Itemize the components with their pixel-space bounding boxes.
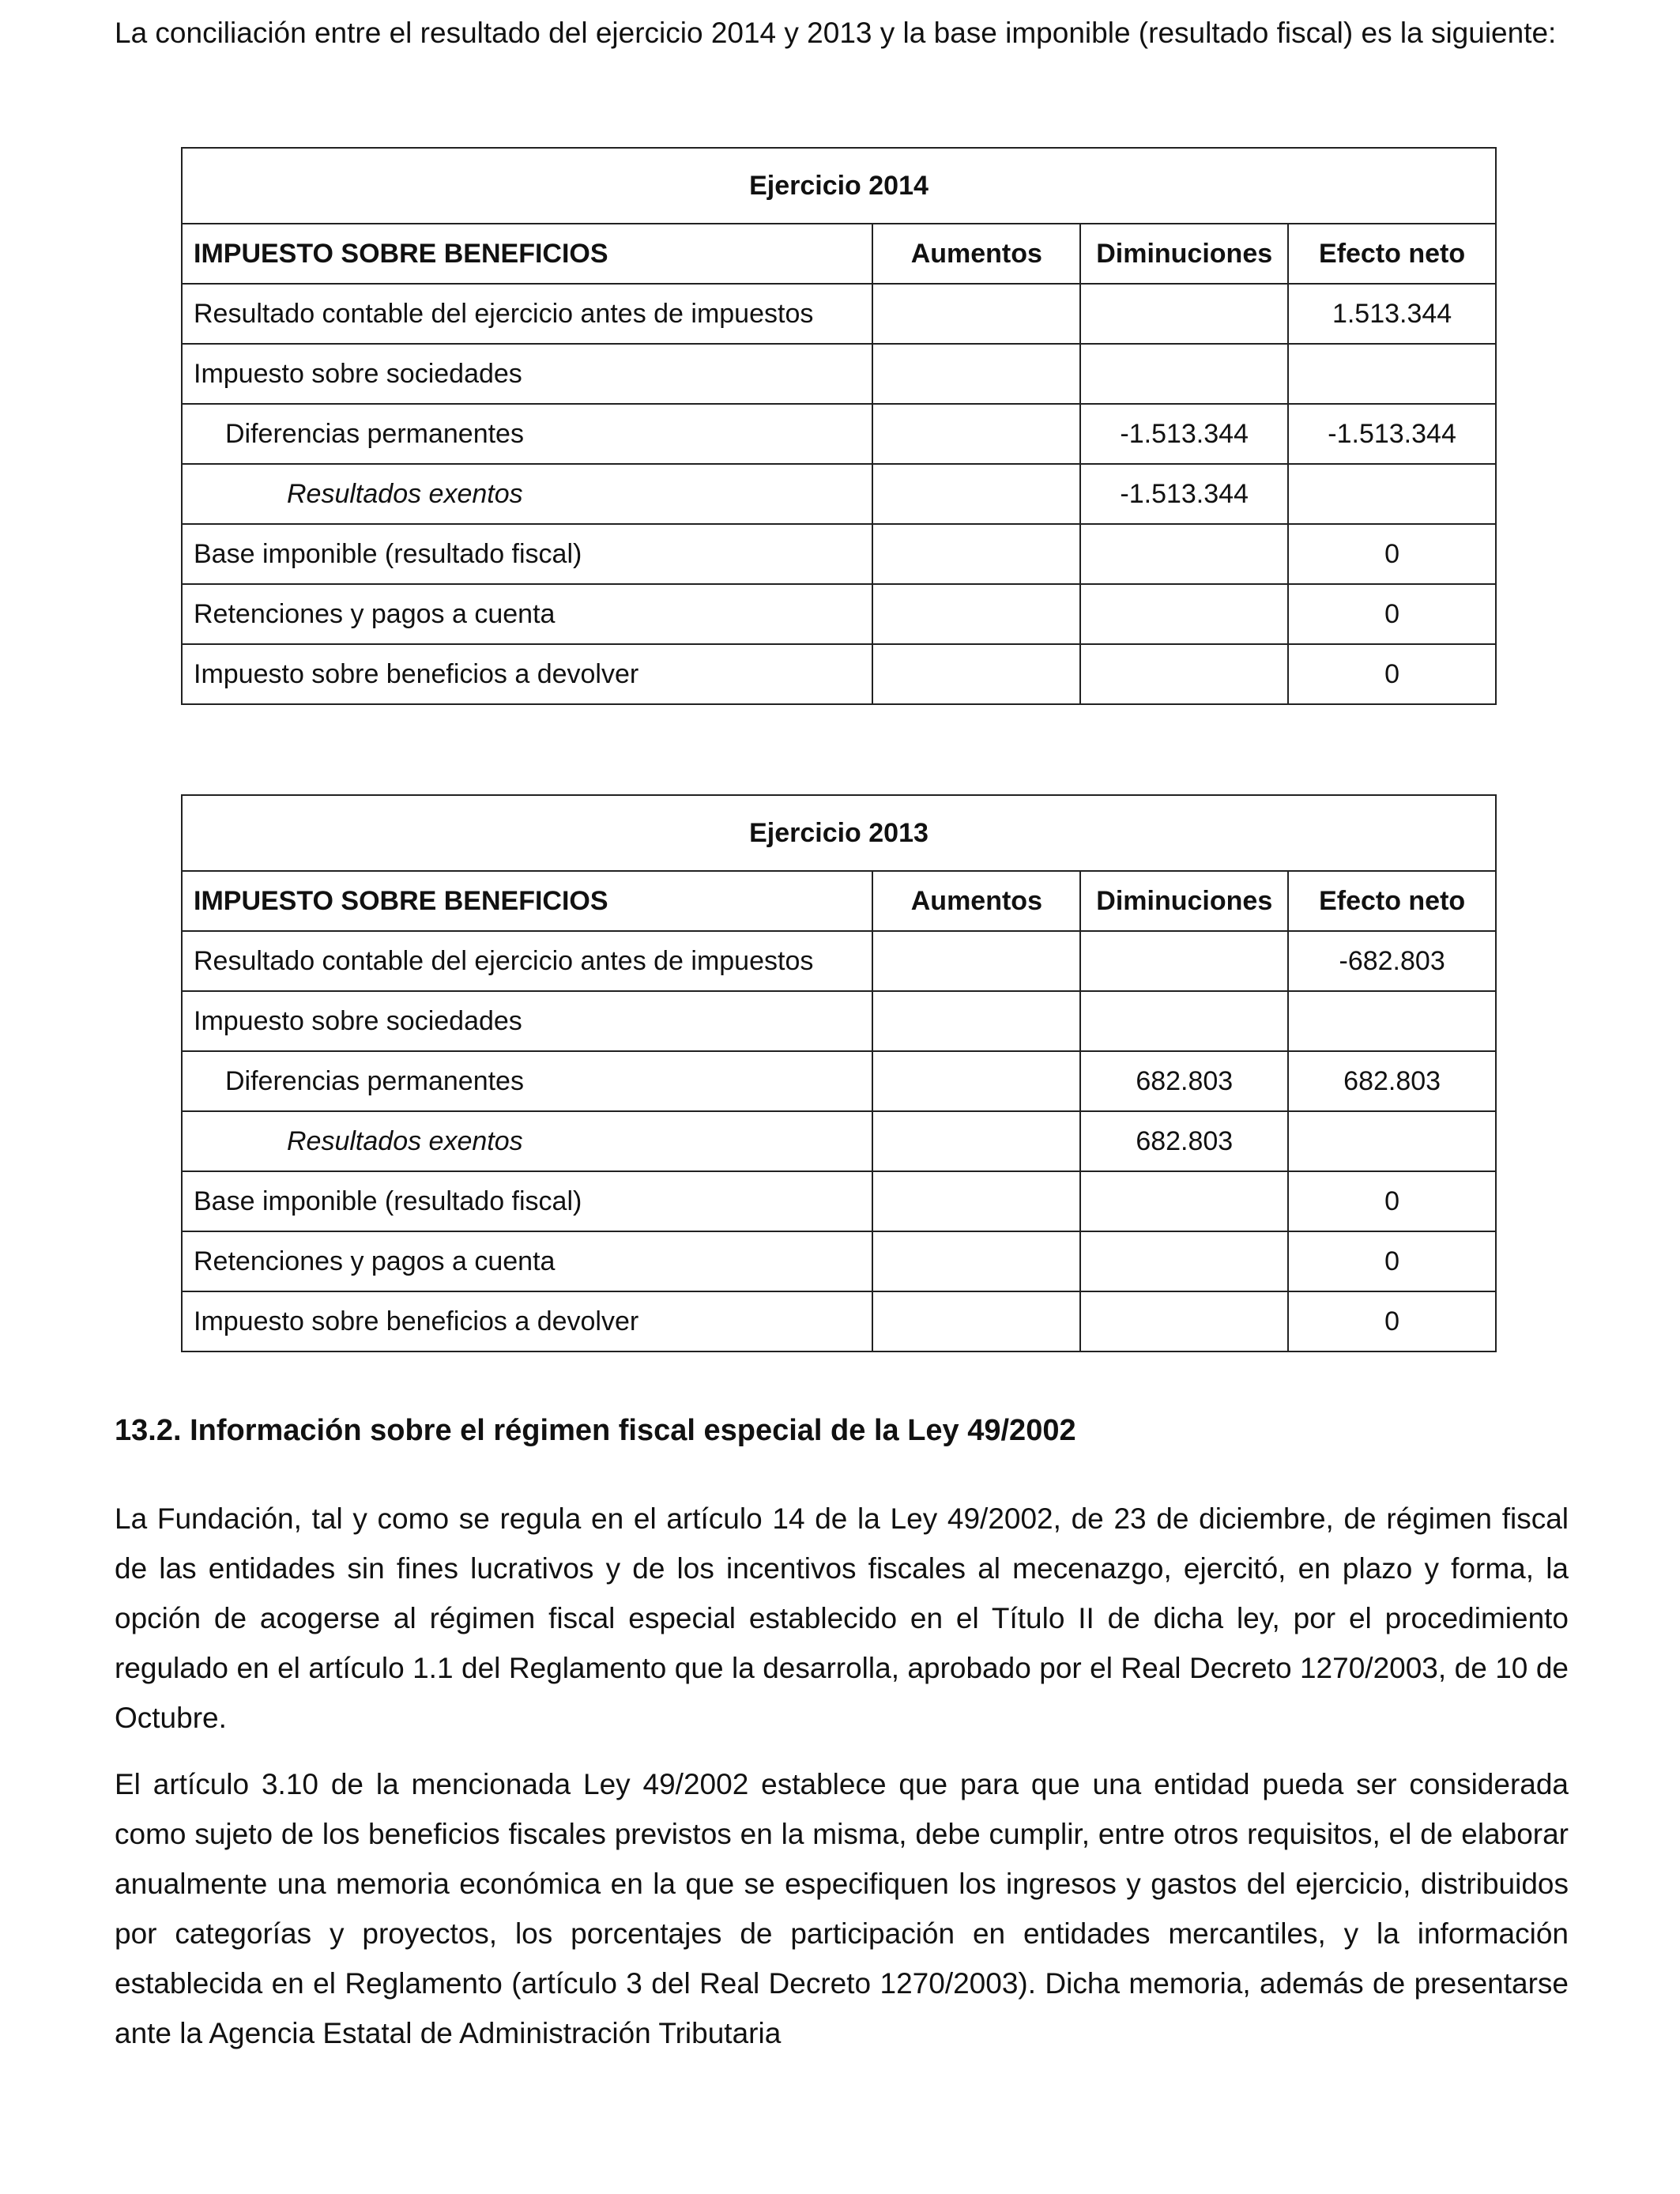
table-row: [182, 1171, 1496, 1231]
section-paragraph-2-block: [115, 1759, 1569, 2058]
cell-aumentos: [872, 931, 1080, 991]
table-row: [182, 1111, 1496, 1171]
cell-diminuciones: [1080, 1291, 1288, 1351]
table-row: [182, 991, 1496, 1051]
table-row: [182, 464, 1496, 524]
cell-diminuciones: 682.803: [1080, 1051, 1288, 1111]
cell-efecto: [1288, 991, 1496, 1051]
table-row: [182, 931, 1496, 991]
cell-aumentos: [872, 524, 1080, 584]
cell-diminuciones: [1080, 1231, 1288, 1291]
cell-diminuciones: [1080, 1171, 1288, 1231]
cell-aumentos: [872, 1051, 1080, 1111]
cell-efecto: 1.513.344: [1288, 284, 1496, 344]
cell-efecto: 0: [1288, 1171, 1496, 1231]
row-label: Base imponible (resultado fiscal): [182, 524, 872, 584]
cell-efecto: 0: [1288, 1291, 1496, 1351]
cell-efecto: [1288, 344, 1496, 404]
cell-efecto: 682.803: [1288, 1051, 1496, 1111]
row-label: Resultados exentos: [182, 1111, 872, 1171]
table-row: [182, 344, 1496, 404]
cell-efecto: [1288, 464, 1496, 524]
table-row: [182, 404, 1496, 464]
row-label: Resultado contable del ejercicio antes de impuestos: [182, 931, 872, 991]
header-concept: IMPUESTO SOBRE BENEFICIOS: [182, 871, 872, 931]
cell-efecto: 0: [1288, 584, 1496, 644]
table-header-row: [182, 224, 1496, 284]
table-row: [182, 1051, 1496, 1111]
intro-paragraph: La conciliación entre el resultado del ejercicio 2014 y 2013 y la base imponible (resultado fiscal) es la siguiente:: [115, 17, 1557, 49]
table-row: [182, 644, 1496, 704]
table-ejercicio-2014: [181, 147, 1497, 705]
cell-efecto: 0: [1288, 644, 1496, 704]
cell-aumentos: [872, 1171, 1080, 1231]
table-title: Ejercicio 2013: [182, 795, 1496, 871]
row-label: Diferencias permanentes: [182, 404, 872, 464]
cell-aumentos: [872, 1111, 1080, 1171]
row-label: Resultados exentos: [182, 464, 872, 524]
row-label: Impuesto sobre beneficios a devolver: [182, 1291, 872, 1351]
cell-diminuciones: [1080, 524, 1288, 584]
table-row: [182, 1231, 1496, 1291]
cell-aumentos: [872, 644, 1080, 704]
section-paragraph-1-block: [115, 1494, 1569, 1743]
row-label: Base imponible (resultado fiscal): [182, 1171, 872, 1231]
header-efecto-neto: Efecto neto: [1288, 871, 1496, 931]
row-label: Resultado contable del ejercicio antes de impuestos: [182, 284, 872, 344]
document-page: [115, 0, 1569, 2049]
section-paragraph: El artículo 3.10 de la mencionada Ley 49/2002 establece que para que una entidad pueda ser considerada como sujeto de los beneficios fiscales previstos en la misma, debe cumplir, entre otros requisitos, el de elaborar anualmente una memoria económica en la que se especifiquen los ingresos y gastos del ejercicio, distribuidos por categorías y proyectos, los porcentajes de participación en entidades mercantiles, y la información establecida en el Reglamento (artículo 3 del Real Decreto 1270/2003). Dicha memoria, además de presentarse ante la Agencia Estatal de Administración Tributaria: [115, 1768, 1569, 2049]
header-aumentos: Aumentos: [872, 224, 1080, 284]
table-row: [182, 1291, 1496, 1351]
table-header-row: [182, 871, 1496, 931]
section-heading: 13.2. Información sobre el régimen fiscal especial de la Ley 49/2002: [115, 1414, 1076, 1447]
cell-aumentos: [872, 284, 1080, 344]
cell-diminuciones: -1.513.344: [1080, 404, 1288, 464]
cell-aumentos: [872, 1291, 1080, 1351]
header-efecto-neto: Efecto neto: [1288, 224, 1496, 284]
header-concept: IMPUESTO SOBRE BENEFICIOS: [182, 224, 872, 284]
cell-efecto: -1.513.344: [1288, 404, 1496, 464]
row-label: Retenciones y pagos a cuenta: [182, 584, 872, 644]
cell-diminuciones: 682.803: [1080, 1111, 1288, 1171]
table-title: Ejercicio 2014: [182, 148, 1496, 224]
row-label: Impuesto sobre sociedades: [182, 344, 872, 404]
cell-diminuciones: [1080, 284, 1288, 344]
table-ejercicio-2013: [181, 794, 1497, 1352]
cell-efecto: 0: [1288, 1231, 1496, 1291]
cell-diminuciones: [1080, 991, 1288, 1051]
cell-efecto: -682.803: [1288, 931, 1496, 991]
cell-efecto: 0: [1288, 524, 1496, 584]
row-label: Impuesto sobre beneficios a devolver: [182, 644, 872, 704]
cell-diminuciones: [1080, 931, 1288, 991]
row-label: Impuesto sobre sociedades: [182, 991, 872, 1051]
row-label: Retenciones y pagos a cuenta: [182, 1231, 872, 1291]
cell-aumentos: [872, 464, 1080, 524]
section-paragraph: La Fundación, tal y como se regula en el artículo 14 de la Ley 49/2002, de 23 de diciembre, de régimen fiscal de las entidades sin fines lucrativos y de los incentivos fiscales al mecenazgo, ejercitó, en plazo y forma, la opción de acogerse al régimen fiscal especial establecido en el Título II de dicha ley, por el procedimiento regulado en el artículo 1.1 del Reglamento que la desarrolla, aprobado por el Real Decreto 1270/2003, de 10 de Octubre.: [115, 1502, 1569, 1734]
cell-diminuciones: [1080, 584, 1288, 644]
table-row: [182, 584, 1496, 644]
cell-diminuciones: [1080, 644, 1288, 704]
header-diminuciones: Diminuciones: [1080, 871, 1288, 931]
header-diminuciones: Diminuciones: [1080, 224, 1288, 284]
cell-aumentos: [872, 1231, 1080, 1291]
table-row: [182, 284, 1496, 344]
cell-diminuciones: [1080, 344, 1288, 404]
cell-aumentos: [872, 584, 1080, 644]
cell-efecto: [1288, 1111, 1496, 1171]
cell-aumentos: [872, 991, 1080, 1051]
cell-aumentos: [872, 404, 1080, 464]
table-row: [182, 524, 1496, 584]
cell-diminuciones: -1.513.344: [1080, 464, 1288, 524]
header-aumentos: Aumentos: [872, 871, 1080, 931]
cell-aumentos: [872, 344, 1080, 404]
row-label: Diferencias permanentes: [182, 1051, 872, 1111]
